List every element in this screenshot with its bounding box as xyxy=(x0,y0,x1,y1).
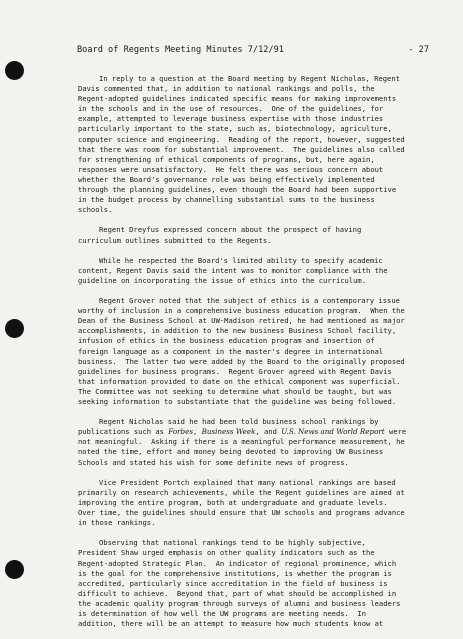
text-line: Regent Grover noted that the subject of ethics is a contemporary issue xyxy=(99,296,400,306)
text-line: improving the entire program, both at undergraduate and graduate levels. xyxy=(78,497,388,507)
text-span: , xyxy=(193,427,202,437)
text-line: whether the Board's governance role was being effectively implemented xyxy=(78,174,375,184)
text-line: Davis commented that, in addition to national rankings and polls, the xyxy=(78,84,375,94)
binder-hole xyxy=(5,61,24,80)
text-span: were xyxy=(384,427,407,437)
paragraph xyxy=(78,417,434,467)
document-body xyxy=(78,74,434,639)
page-number: - 27 xyxy=(408,45,429,55)
text-line: responses were unsatisfactory. He felt there was serious concern about xyxy=(78,164,384,174)
page-header xyxy=(77,45,429,57)
text-line: noted the time, effort and money being devoted to improving UW Business xyxy=(78,447,384,457)
text-line: content, Regent Davis said the intent was to monitor compliance with the xyxy=(78,265,388,275)
text-line: in the budget process by channelling substantial sums to the business xyxy=(78,195,375,205)
text-line: Regent Nicholas said he had been told business school rankings by xyxy=(99,417,379,427)
text-line: the academic quality program through surveys of alumni and business leaders xyxy=(78,598,401,608)
text-line: computer science and engineering. Reading of the report, however, suggested xyxy=(78,134,405,144)
text-span: publications such as xyxy=(78,427,169,437)
text-line: not meaningful. Asking if there is a meaningful performance measurement, he xyxy=(78,437,405,447)
text-line: is determination of how well the UW programs are meeting needs. In xyxy=(78,608,367,618)
text-line: through the planning guidelines, even though the Board had been supportive xyxy=(78,185,397,195)
text-line: for strengthening of ethical components of programs, but, here again, xyxy=(78,154,375,164)
paragraph xyxy=(78,74,434,215)
text-line: accredited, particularly since accreditation in the field of business is xyxy=(78,578,388,588)
text-line: President Shaw urged emphasis on other quality indicators such as the xyxy=(78,548,375,558)
text-line: in those rankings. xyxy=(78,518,156,528)
text-line: Over time, the guidelines should ensure that UW schools and programs advance xyxy=(78,508,405,518)
publication-name: U.S. News and World Report xyxy=(281,427,385,437)
paragraph xyxy=(78,478,434,528)
text-line: worthy of inclusion in a comprehensive business education program. When the xyxy=(78,306,405,316)
text-line: guideline on incorporating the issue of ethics into the curriculum. xyxy=(78,275,367,285)
paragraph xyxy=(78,225,434,245)
text-line: curriculum outlines submitted to the Regents. xyxy=(78,235,272,245)
binder-hole xyxy=(5,319,24,338)
text-line: guidelines for business programs. Regent Grover agreed with Regent Davis xyxy=(78,366,392,376)
text-line: that information provided to date on the ethical component was superficial. xyxy=(78,376,401,386)
paragraph xyxy=(78,256,434,286)
paragraph xyxy=(78,538,434,629)
text-line: The Committee was not seeking to determine what should be taught, but was xyxy=(78,386,392,396)
text-line: particularly important to the state, such as, biotechnology, agriculture, xyxy=(78,124,392,134)
publication-name: Business Week xyxy=(201,427,256,437)
text-line: infusion of ethics in the business education program and insertion of xyxy=(78,336,375,346)
text-line: seeking information to substantiate that the guideline was being followed. xyxy=(78,397,397,406)
text-line: Regent Dreyfus expressed concern about the prospect of having xyxy=(99,225,362,235)
text-line xyxy=(78,427,434,437)
binder-hole xyxy=(5,560,24,579)
text-line: Schools and stated his wish for some definite news of progress. xyxy=(78,457,349,467)
text-line: Dean of the Business School at UW-Madison retired, he had mentioned as major xyxy=(78,316,405,326)
paragraph xyxy=(78,296,434,407)
text-line: While he respected the Board's limited ability to specify academic xyxy=(99,255,383,265)
text-line: accomplishments, in addition to the new business Business School facility, xyxy=(78,326,397,336)
text-line: addition, there will be an attempt to measure how much students know at xyxy=(78,619,384,629)
text-line: difficult to achieve. Beyond that, part of what should be accomplished in xyxy=(78,588,397,598)
text-line: is the goal for the comprehensive institutions, is whether the program is xyxy=(78,568,392,578)
text-line: Observing that national rankings tend to be highly subjective, xyxy=(99,538,366,548)
text-line: schools. xyxy=(78,205,113,215)
text-line: that there was room for substantial improvement. The guidelines also called xyxy=(78,144,405,154)
text-span: , and xyxy=(255,427,282,437)
text-line: primarily on research achievements, while the Regent guidelines are aimed at xyxy=(78,487,405,497)
text-line: foreign language as a component in the master's degree in international xyxy=(78,346,384,356)
text-line: Regent-adopted Strategic Plan. An indicator of regional prominence, which xyxy=(78,558,397,568)
text-line: In reply to a question at the Board meeting by Regent Nicholas, Regent xyxy=(99,74,400,83)
text-line: in the schools and in the use of resources. One of the guidelines, for xyxy=(78,104,384,114)
text-line: example, attempted to leverage business expertise with those industries xyxy=(78,114,384,124)
text-line: Regent-adopted guidelines indicated specific means for making improvements xyxy=(78,94,397,104)
text-line: Vice President Portch explained that many national rankings are based xyxy=(99,477,396,487)
text-line: business. The latter two were added by the Board to the originally proposed xyxy=(78,356,405,366)
publication-name: Forbes xyxy=(168,427,194,437)
header-title: Board of Regents Meeting Minutes 7/12/91 xyxy=(77,45,284,55)
